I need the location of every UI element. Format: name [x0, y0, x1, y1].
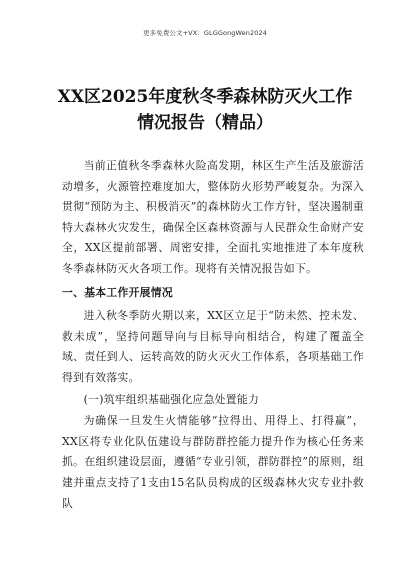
- section-1-paragraph: 进入秋冬季防火期以来，XX区立足于“防未然、控未发、救未成”，坚持问题导向与目标导向相结合，构建了覆盖全域、责任到人、运转高效的防火灭火工作体系，各项基础工作得到有效落实。: [62, 309, 364, 384]
- subsection-1-heading: (一)筑牢组织基础强化应急处置能力: [83, 392, 260, 406]
- header-note: 更多免费公文+VX：GLGGongWen2024: [143, 29, 267, 37]
- subsection-1-paragraph: 为确保一旦发生火情能够“拉得出、用得上、打得赢”，XX区将专业化队伍建设与群防群控能力提升作为核心任务来抓。在组织建设层面，遵循“专业引领，群防群控”的原则，组建并重点支持了1支由15名队员构成的区级森林火灾专业扑救队: [62, 414, 364, 510]
- document-body: [62, 156, 364, 514]
- intro-paragraph: 当前正值秋冬季森林火险高发期，林区生产生活及旅游活动增多，火源管控难度加大，整体防火形势严峻复杂。为深入贯彻“预防为主、积极消灭”的森林防火工作方针，坚决遏制重特大森林火灾发生，确保全区森林资源与人民群众生命财产安全，XX区提前部署、周密安排，全面扎实地推进了本年度秋冬季森林防灭火各项工作。现将有关情况报告如下。: [62, 159, 364, 275]
- document-title: [0, 84, 410, 136]
- title-line-2: 情况报告（精品）: [137, 113, 273, 133]
- section-1-heading: 一、基本工作开展情况: [62, 285, 173, 299]
- title-line-1: XX区2025年度秋冬季森林防灭火工作: [57, 87, 353, 107]
